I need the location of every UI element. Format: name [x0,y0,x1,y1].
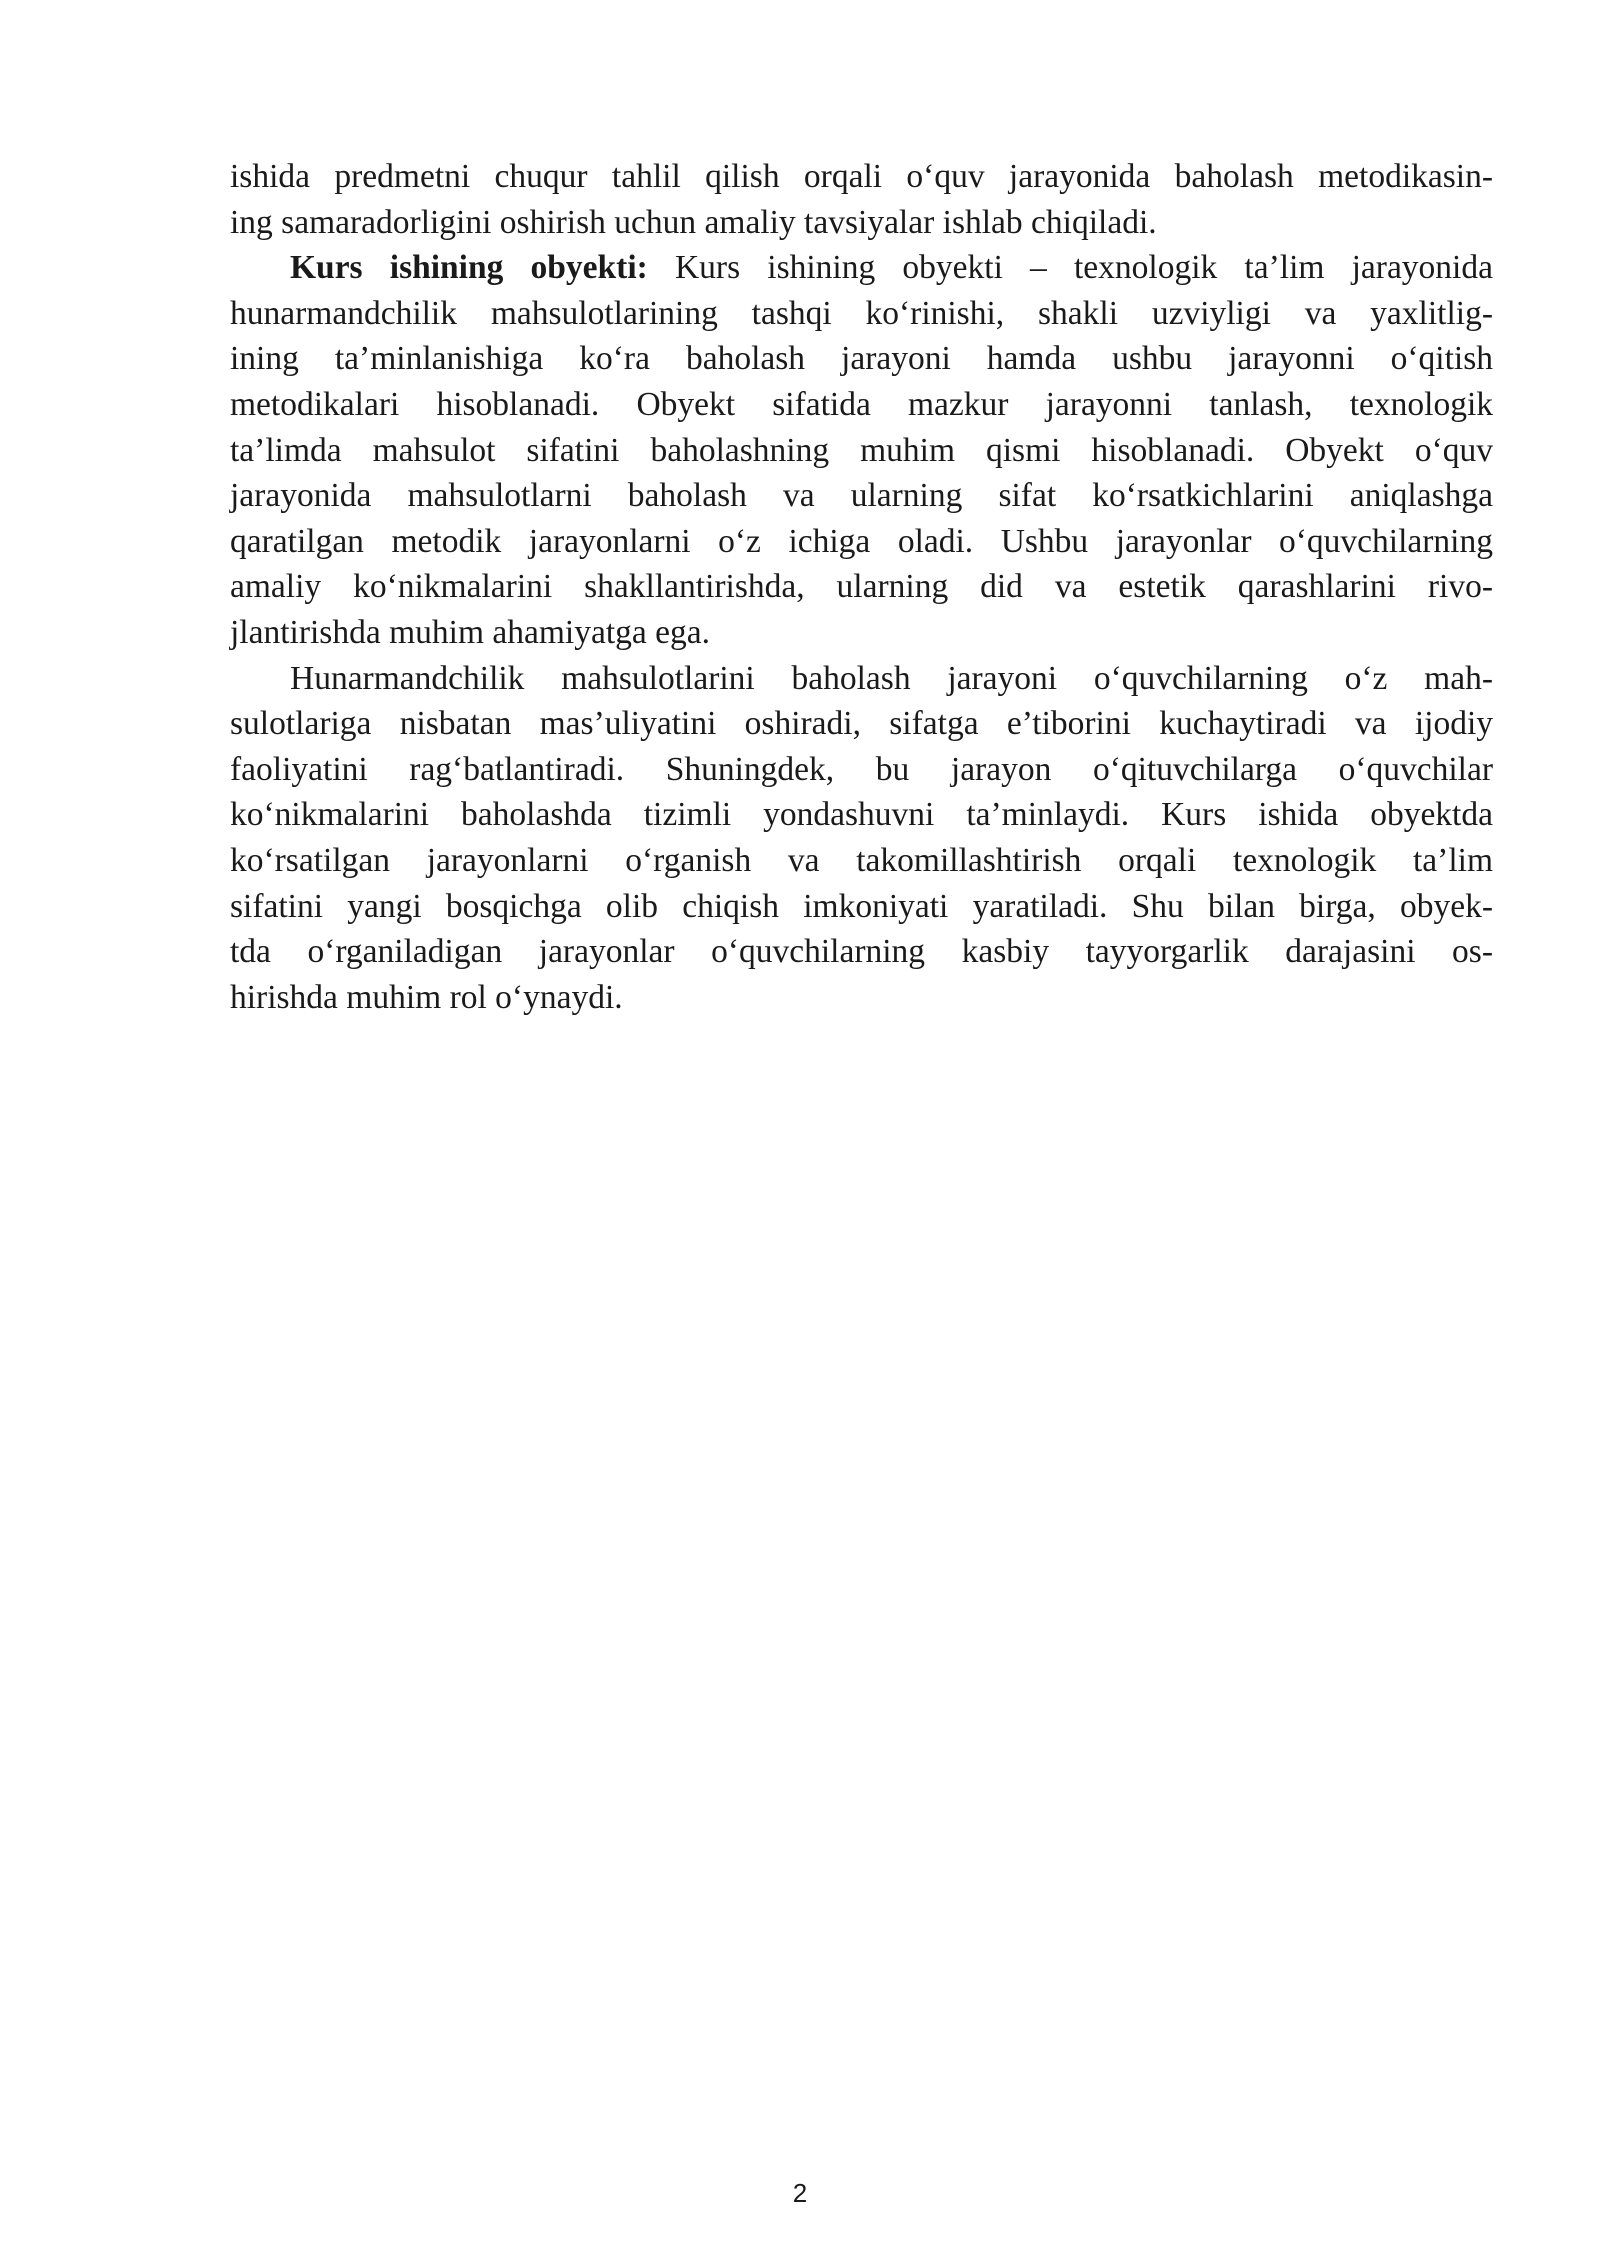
text-line: Hunarmandchilik mahsulotlarini baholash jarayoni o‘quvchilarning o‘z mah- [290,659,1493,697]
text-line: sulotlariga nisbatan mas’uliyatini oshiradi, sifatga e’tiborini kuchaytiradi va ijodiy [230,705,1493,743]
text-line: ko‘nikmalarini baholashda tizimli yondashuvni ta’minlaydi. Kurs ishida obyektda [230,796,1493,834]
section-label: Kurs ishining obyekti: [290,249,648,287]
text-line: qaratilgan metodik jarayonlarni o‘z ichiga oladi. Ushbu jarayonlar o‘quvchilarning [230,522,1493,560]
paragraph-3 [230,656,1493,1021]
text-line: sifatini yangi bosqichga olib chiqish imkoniyati yaratiladi. Shu bilan birga, obyek- [230,887,1493,925]
text-line: amaliy ko‘nikmalarini shakllantirishda, ularning did va estetik qarashlarini rivo- [230,568,1493,606]
text-line: hirishda muhim rol o‘ynaydi. [230,978,623,1016]
text-line: faoliyatini rag‘batlantiradi. Shuningdek, bu jarayon o‘qituvchilarga o‘quvchilar [230,750,1493,788]
text-line: metodikalari hisoblanadi. Obyekt sifatida mazkur jarayonni tanlash, texnologik [230,385,1493,423]
text-line: hunarmandchilik mahsulotlarining tashqi ko‘rinishi, shakli uzviyligi va yaxlitlig- [230,294,1493,332]
text-line: ing samaradorligini oshirish uchun amaliy tavsiyalar ishlab chiqiladi. [230,203,1157,241]
text-line: ta’limda mahsulot sifatini baholashning muhim qismi hisoblanadi. Obyekt o‘quv [230,431,1493,469]
text-line: ining ta’minlanishiga ko‘ra baholash jarayoni hamda ushbu jarayonni o‘qitish [230,340,1493,378]
text-line: tda o‘rganiladigan jarayonlar o‘quvchilarning kasbiy tayyorgarlik darajasini os- [230,933,1493,971]
paragraph-1 [230,154,1493,245]
text-line: ishida predmetni chuqur tahlil qilish orqali o‘quv jarayonida baholash metodikasin- [230,158,1493,195]
text-line: jlantirishda muhim ahamiyatga ega. [230,613,711,651]
text-line: ko‘rsatilgan jarayonlarni o‘rganish va takomillashtirish orqali texnologik ta’lim [230,841,1493,879]
text-line: jarayonida mahsulotlarni baholash va ularning sifat ko‘rsatkichlarini aniqlashga [230,477,1493,515]
text-line [230,245,1493,291]
page-number: 2 [792,2178,808,2208]
paragraph-2 [230,245,1493,655]
text-fragment: Kurs ishining obyekti – texnologik ta’lim jarayonida [647,249,1493,287]
body-text [230,154,1493,1020]
